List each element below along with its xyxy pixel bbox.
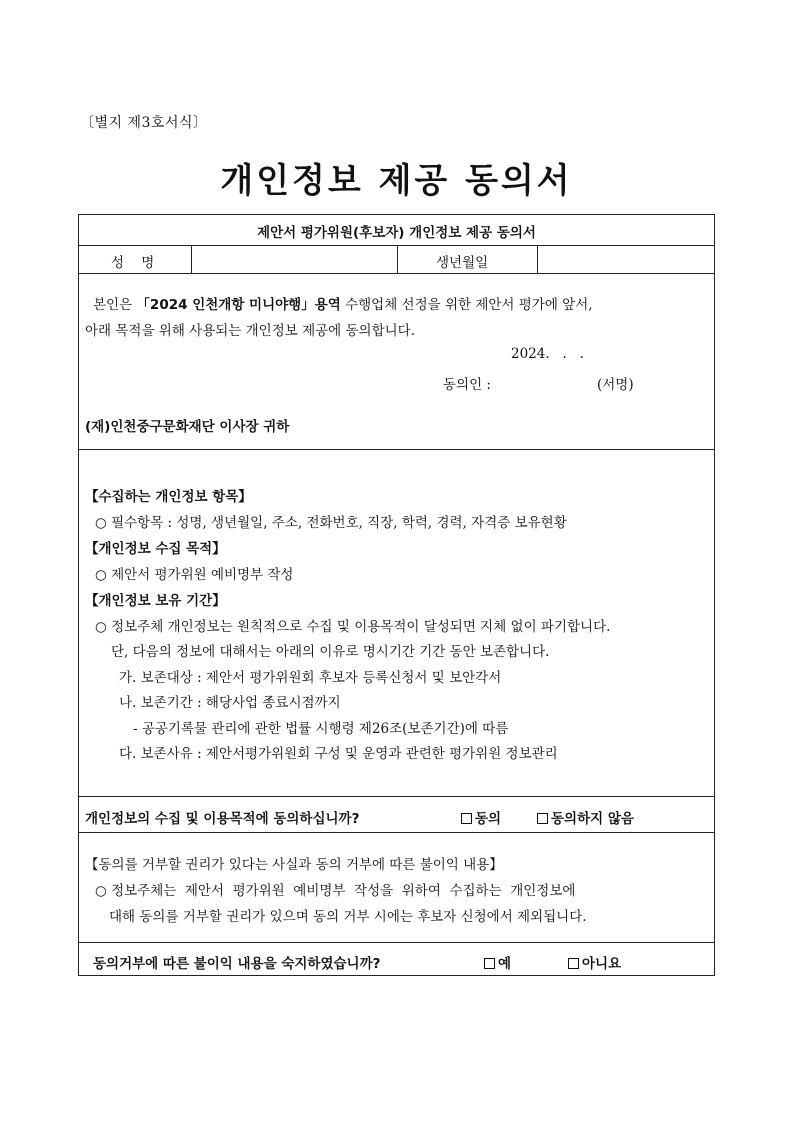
divider [79, 449, 714, 450]
retention-reason: 다. 보존사유 : 제안서평가위원회 구성 및 운영과 관련한 평가위원 정보관리 [119, 746, 558, 762]
yes-option[interactable]: 예 [484, 952, 511, 972]
name-label: 성 명 [111, 255, 155, 271]
signature-label: (서명) [597, 377, 634, 393]
acknowledge-question: 동의거부에 따른 불이익 내용을 숙지하였습니까? [93, 956, 381, 972]
retention-heading: 【개인정보 보유 기간】 [85, 593, 226, 609]
agree-checkbox[interactable] [461, 813, 472, 824]
agree-option[interactable]: 동의 [461, 807, 501, 827]
items-heading: 【수집하는 개인정보 항목】 [85, 489, 252, 505]
attachment-label: 〔별지 제3호서식〕 [80, 115, 208, 131]
divider [537, 245, 538, 273]
consent-line-1: 본인은 「2024 인천개항 미니야행」용역 수행업체 선정을 위한 제안서 평가에 앞서, [93, 297, 593, 313]
refusal-heading: 【동의를 거부할 권리가 있다는 사실과 동의 거부에 따른 불이익 내용】 [85, 857, 503, 873]
refusal-line-1: ○ 정보주체는 제안서 평가위원 예비명부 작성을 위하여 수집하는 개인정보에 [95, 883, 576, 899]
no-checkbox[interactable] [568, 958, 579, 969]
form-title: 제안서 평가위원(후보자) 개인정보 제공 동의서 [257, 225, 536, 241]
page-title: 개인정보 제공 동의서 [220, 161, 573, 201]
divider [397, 245, 398, 273]
divider [79, 942, 714, 943]
yes-checkbox[interactable] [484, 958, 495, 969]
signer-label: 동의인 : [443, 377, 491, 393]
refusal-line-2: 대해 동의를 거부할 권리가 있으며 동의 거부 시에는 후보자 신청에서 제외됩니다. [109, 909, 587, 925]
disagree-option[interactable]: 동의하지 않음 [537, 807, 634, 827]
retention-line-1: ○ 정보주체 개인정보는 원칙적으로 수집 및 이용목적이 달성되면 지체 없이 파기합니다. [95, 619, 611, 635]
name-field[interactable] [193, 246, 395, 272]
consent-form [78, 214, 715, 976]
consent-question: 개인정보의 수집 및 이용목적에 동의하십니까? [85, 811, 360, 827]
divider [79, 273, 714, 274]
no-option[interactable]: 아니요 [568, 952, 621, 972]
purpose-text: ○ 제안서 평가위원 예비명부 작성 [95, 567, 294, 583]
birth-date-field[interactable] [539, 246, 714, 272]
divider [79, 796, 714, 797]
recipient: (재)인천중구문화재단 이사장 귀하 [85, 419, 290, 435]
consent-line-2: 아래 목적을 위해 사용되는 개인정보 제공에 동의합니다. [85, 323, 415, 339]
retention-period: 나. 보존기간 : 해당사업 종료시점까지 [119, 695, 341, 711]
divider [79, 832, 714, 833]
purpose-heading: 【개인정보 수집 목적】 [85, 541, 226, 557]
disagree-checkbox[interactable] [537, 813, 548, 824]
divider [191, 245, 192, 273]
birth-date-label: 생년월일 [436, 255, 489, 271]
retention-period-law: - 공공기록물 관리에 관한 법률 시행령 제26조(보존기간)에 따름 [133, 721, 509, 737]
items-text: ○ 필수항목 : 성명, 생년월일, 주소, 전화번호, 직장, 학력, 경력, 자격증 보유현황 [95, 515, 567, 531]
consent-date: 2024. . . [511, 346, 584, 362]
retention-target: 가. 보존대상 : 제안서 평가위원회 후보자 등록신청서 및 보안각서 [119, 670, 502, 686]
retention-line-2: 단, 다음의 정보에 대해서는 아래의 이유로 명시기간 기간 동안 보존합니다. [111, 644, 550, 660]
